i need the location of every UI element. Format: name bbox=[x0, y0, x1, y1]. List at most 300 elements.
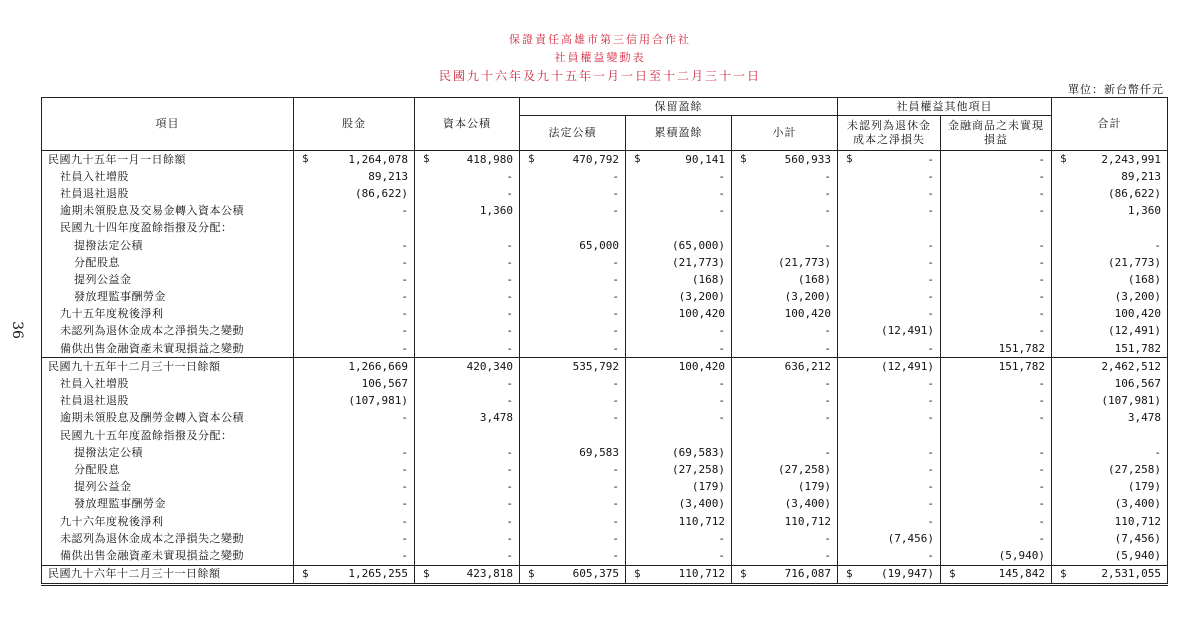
cell-value bbox=[294, 220, 415, 237]
amount: - bbox=[1038, 204, 1046, 218]
cell-value bbox=[1052, 323, 1168, 340]
amount: - bbox=[401, 204, 408, 218]
cell-value bbox=[415, 340, 520, 358]
cell-value bbox=[294, 151, 415, 169]
amount: (179) bbox=[797, 480, 832, 494]
amount: 1,360 bbox=[479, 204, 513, 218]
amount: 1,265,255 bbox=[348, 567, 408, 581]
cell-value bbox=[1052, 444, 1168, 461]
amount: 110,712 bbox=[1114, 514, 1162, 528]
amount: - bbox=[401, 514, 408, 528]
amount: 106,567 bbox=[1114, 377, 1162, 391]
cell-value bbox=[626, 271, 732, 288]
cell-value bbox=[626, 530, 732, 547]
cell-value bbox=[294, 375, 415, 392]
amount: - bbox=[927, 290, 935, 304]
cell-value bbox=[838, 289, 941, 306]
cell-value bbox=[415, 393, 520, 410]
amount: - bbox=[1038, 152, 1046, 166]
amount: (3,400) bbox=[678, 497, 725, 511]
cell-value bbox=[294, 237, 415, 254]
amount: - bbox=[506, 169, 513, 183]
amount: (5,940) bbox=[1114, 548, 1162, 562]
cell-value bbox=[294, 271, 415, 288]
amount: - bbox=[401, 411, 408, 425]
row-label: 提列公益金 bbox=[42, 271, 294, 288]
table-row bbox=[42, 427, 1168, 444]
cell-value bbox=[520, 427, 626, 444]
cell-value bbox=[838, 375, 941, 392]
amount: (107,981) bbox=[1101, 394, 1162, 408]
table-row bbox=[42, 254, 1168, 271]
cell-value bbox=[626, 565, 732, 584]
cell-value bbox=[626, 323, 732, 340]
table-row bbox=[42, 323, 1168, 340]
cell-value bbox=[294, 461, 415, 478]
table-row bbox=[42, 203, 1168, 220]
amount: - bbox=[1038, 411, 1046, 425]
amount: 100,420 bbox=[784, 307, 832, 321]
amount: - bbox=[927, 238, 935, 252]
cell-value bbox=[838, 168, 941, 185]
row-label: 社員入社增股 bbox=[42, 168, 294, 185]
amount: (107,981) bbox=[348, 394, 408, 408]
amount: 100,420 bbox=[678, 307, 725, 321]
cell-value bbox=[941, 203, 1052, 220]
cell-value bbox=[520, 547, 626, 565]
amount: - bbox=[824, 169, 832, 183]
amount: - bbox=[506, 272, 513, 286]
cell-value bbox=[838, 340, 941, 358]
cell-value bbox=[1052, 168, 1168, 185]
amount: - bbox=[1038, 272, 1046, 286]
row-label: 民國九十五年度盈餘指撥及分配： bbox=[42, 427, 294, 444]
amount: - bbox=[927, 272, 935, 286]
row-label: 逾期未領股息及交易金轉入資本公積 bbox=[42, 203, 294, 220]
amount: (21,773) bbox=[778, 255, 832, 269]
amount: (12,491) bbox=[881, 324, 935, 338]
amount: - bbox=[506, 480, 513, 494]
cell-value bbox=[732, 461, 838, 478]
table-row bbox=[42, 168, 1168, 185]
cell-value bbox=[520, 168, 626, 185]
cell-value bbox=[415, 168, 520, 185]
amount: (86,622) bbox=[355, 186, 408, 200]
cell-value bbox=[1052, 271, 1168, 288]
amount: 89,213 bbox=[368, 169, 408, 183]
amount: 2,462,512 bbox=[1101, 359, 1162, 373]
currency-symbol: $ bbox=[423, 152, 430, 165]
cell-value bbox=[415, 254, 520, 271]
table-row bbox=[42, 358, 1168, 376]
amount: - bbox=[927, 152, 935, 166]
amount: - bbox=[1038, 290, 1046, 304]
amount: - bbox=[506, 307, 513, 321]
amount: 110,712 bbox=[678, 514, 725, 528]
cell-value bbox=[1052, 565, 1168, 584]
cell-value bbox=[626, 496, 732, 513]
amount: (5,940) bbox=[998, 548, 1046, 562]
currency-symbol: $ bbox=[634, 152, 641, 165]
amount: - bbox=[612, 272, 619, 286]
amount: 2,531,055 bbox=[1101, 567, 1162, 581]
statement-period: 民國九十六年及九十五年一月一日至十二月三十一日 bbox=[438, 69, 761, 83]
cell-value bbox=[626, 254, 732, 271]
table-row bbox=[42, 530, 1168, 547]
amount: - bbox=[1038, 394, 1046, 408]
amount: 423,818 bbox=[466, 567, 513, 581]
cell-value bbox=[626, 151, 732, 169]
cell-value bbox=[1052, 547, 1168, 565]
amount: - bbox=[506, 186, 513, 200]
amount: 100,420 bbox=[1114, 307, 1162, 321]
cell-value bbox=[838, 393, 941, 410]
cell-value bbox=[941, 427, 1052, 444]
cell-value bbox=[732, 410, 838, 427]
amount: - bbox=[506, 548, 513, 562]
cell-value bbox=[941, 410, 1052, 427]
amount: - bbox=[401, 462, 408, 476]
cell-value bbox=[732, 323, 838, 340]
amount: - bbox=[927, 377, 935, 391]
currency-symbol: $ bbox=[846, 566, 853, 580]
row-label: 分配股息 bbox=[42, 254, 294, 271]
amount: 3,478 bbox=[1127, 411, 1162, 425]
row-label: 備供出售金融資產未實現損益之變動 bbox=[42, 340, 294, 358]
amount: 89,213 bbox=[1121, 169, 1162, 183]
table-row bbox=[42, 237, 1168, 254]
cell-value bbox=[520, 237, 626, 254]
amount: - bbox=[718, 394, 725, 408]
amount: - bbox=[612, 514, 619, 528]
cell-value bbox=[294, 185, 415, 202]
cell-value bbox=[1052, 306, 1168, 323]
cell-value bbox=[941, 375, 1052, 392]
cell-value bbox=[520, 513, 626, 530]
cell-value bbox=[294, 254, 415, 271]
cell-value bbox=[941, 513, 1052, 530]
amount: - bbox=[506, 255, 513, 269]
cell-value bbox=[732, 151, 838, 169]
cell-value bbox=[626, 479, 732, 496]
cell-value bbox=[520, 444, 626, 461]
cell-value bbox=[520, 151, 626, 169]
amount: - bbox=[401, 290, 408, 304]
cell-value bbox=[838, 237, 941, 254]
cell-value bbox=[294, 530, 415, 547]
amount: - bbox=[1154, 238, 1162, 252]
cell-value bbox=[838, 185, 941, 202]
cell-value bbox=[294, 358, 415, 376]
amount: 1,264,078 bbox=[348, 152, 408, 166]
amount: - bbox=[824, 531, 832, 545]
cell-value bbox=[732, 565, 838, 584]
amount: 145,842 bbox=[998, 567, 1046, 581]
cell-value bbox=[838, 496, 941, 513]
cell-value bbox=[941, 254, 1052, 271]
currency-symbol: $ bbox=[1060, 566, 1067, 580]
table-row bbox=[42, 306, 1168, 323]
table-row bbox=[42, 479, 1168, 496]
amount: - bbox=[718, 548, 725, 562]
amount: - bbox=[1038, 377, 1046, 391]
cell-value bbox=[626, 410, 732, 427]
cell-value bbox=[941, 323, 1052, 340]
cell-value bbox=[732, 220, 838, 237]
cell-value bbox=[732, 185, 838, 202]
amount: - bbox=[506, 290, 513, 304]
cell-value bbox=[732, 340, 838, 358]
amount: - bbox=[506, 531, 513, 545]
cell-value bbox=[294, 410, 415, 427]
amount: - bbox=[824, 394, 832, 408]
amount: (27,258) bbox=[1108, 462, 1162, 476]
amount: - bbox=[401, 341, 408, 355]
cell-value bbox=[838, 358, 941, 376]
cell-value bbox=[732, 237, 838, 254]
cell-value bbox=[941, 185, 1052, 202]
amount: - bbox=[612, 394, 619, 408]
cell-value bbox=[294, 565, 415, 584]
cell-value bbox=[626, 203, 732, 220]
cell-value bbox=[1052, 427, 1168, 444]
amount: 151,782 bbox=[998, 341, 1046, 355]
amount: - bbox=[824, 548, 832, 562]
cell-value bbox=[520, 185, 626, 202]
cell-value bbox=[415, 289, 520, 306]
cell-value bbox=[520, 479, 626, 496]
cell-value bbox=[838, 306, 941, 323]
row-label: 發放理監事酬勞金 bbox=[42, 289, 294, 306]
cell-value bbox=[1052, 220, 1168, 237]
cell-value bbox=[838, 461, 941, 478]
amount: 90,141 bbox=[685, 152, 725, 166]
amount: - bbox=[718, 377, 725, 391]
cell-value bbox=[294, 323, 415, 340]
cell-value bbox=[520, 393, 626, 410]
amount: 3,478 bbox=[479, 411, 513, 425]
amount: 535,792 bbox=[572, 359, 619, 373]
amount: 65,000 bbox=[579, 238, 619, 252]
cell-value bbox=[1052, 375, 1168, 392]
amount: - bbox=[612, 377, 619, 391]
amount: - bbox=[1038, 514, 1046, 528]
amount: (86,622) bbox=[1108, 186, 1162, 200]
cell-value bbox=[838, 565, 941, 584]
amount: 470,792 bbox=[572, 152, 619, 166]
cell-value bbox=[1052, 513, 1168, 530]
page-number: 36 bbox=[8, 321, 25, 339]
currency-symbol: $ bbox=[528, 152, 535, 165]
cell-value bbox=[294, 289, 415, 306]
cell-value bbox=[626, 306, 732, 323]
cell-value bbox=[520, 220, 626, 237]
amount: - bbox=[1038, 169, 1046, 183]
amount: - bbox=[927, 411, 935, 425]
cell-value bbox=[520, 358, 626, 376]
amount: (3,400) bbox=[784, 497, 832, 511]
cell-value bbox=[415, 496, 520, 513]
amount: - bbox=[1038, 480, 1046, 494]
amount: - bbox=[612, 531, 619, 545]
col-group-retained: 保留盈餘 bbox=[520, 98, 838, 116]
row-label: 民國九十四年度盈餘指撥及分配： bbox=[42, 220, 294, 237]
amount: - bbox=[506, 514, 513, 528]
row-label: 社員退社退股 bbox=[42, 185, 294, 202]
cell-value bbox=[1052, 496, 1168, 513]
amount: - bbox=[401, 255, 408, 269]
cell-value bbox=[941, 547, 1052, 565]
amount: 605,375 bbox=[572, 567, 619, 581]
cell-value bbox=[626, 358, 732, 376]
amount: (3,200) bbox=[1114, 290, 1162, 304]
cell-value bbox=[415, 547, 520, 565]
amount: - bbox=[401, 480, 408, 494]
amount: - bbox=[401, 324, 408, 338]
cell-value bbox=[415, 358, 520, 376]
amount: - bbox=[718, 531, 725, 545]
cell-value bbox=[732, 289, 838, 306]
amount: 560,933 bbox=[784, 152, 832, 166]
amount: - bbox=[824, 445, 832, 459]
amount: - bbox=[612, 204, 619, 218]
cell-value bbox=[626, 513, 732, 530]
amount: - bbox=[824, 324, 832, 338]
cell-value bbox=[1052, 289, 1168, 306]
amount: - bbox=[718, 169, 725, 183]
cell-value bbox=[415, 203, 520, 220]
amount: 418,980 bbox=[466, 152, 513, 166]
amount: - bbox=[1038, 307, 1046, 321]
cell-value bbox=[1052, 254, 1168, 271]
amount: - bbox=[612, 324, 619, 338]
cell-value bbox=[838, 547, 941, 565]
currency-symbol: $ bbox=[740, 152, 747, 165]
table-body bbox=[42, 151, 1168, 585]
col-subtotal: 小計 bbox=[732, 116, 838, 151]
cell-value bbox=[294, 393, 415, 410]
amount: (21,773) bbox=[1108, 255, 1162, 269]
amount: - bbox=[927, 186, 935, 200]
cell-value bbox=[838, 220, 941, 237]
amount: - bbox=[401, 307, 408, 321]
amount: 1,360 bbox=[1127, 204, 1162, 218]
cell-value bbox=[838, 323, 941, 340]
cell-value bbox=[1052, 237, 1168, 254]
row-label: 提撥法定公積 bbox=[42, 237, 294, 254]
cell-value bbox=[415, 151, 520, 169]
amount: - bbox=[506, 394, 513, 408]
amount: - bbox=[1038, 238, 1046, 252]
amount: - bbox=[1038, 531, 1046, 545]
amount: - bbox=[612, 462, 619, 476]
amount: - bbox=[401, 497, 408, 511]
cell-value bbox=[838, 444, 941, 461]
cell-value bbox=[838, 530, 941, 547]
amount: - bbox=[927, 480, 935, 494]
amount: - bbox=[927, 394, 935, 408]
row-label: 提列公益金 bbox=[42, 479, 294, 496]
cell-value bbox=[626, 393, 732, 410]
amount: (19,947) bbox=[881, 567, 935, 581]
cell-value bbox=[732, 444, 838, 461]
amount: (168) bbox=[797, 272, 832, 286]
cell-value bbox=[732, 479, 838, 496]
amount: - bbox=[824, 411, 832, 425]
table-row bbox=[42, 565, 1168, 584]
cell-value bbox=[294, 340, 415, 358]
cell-value bbox=[1052, 410, 1168, 427]
cell-value bbox=[415, 323, 520, 340]
amount: 151,782 bbox=[1114, 341, 1162, 355]
amount: - bbox=[1154, 445, 1162, 459]
cell-value bbox=[415, 271, 520, 288]
cell-value bbox=[415, 410, 520, 427]
row-label: 民國九十五年十二月三十一日餘額 bbox=[42, 358, 294, 376]
cell-value bbox=[1052, 340, 1168, 358]
amount: (179) bbox=[691, 480, 725, 494]
cell-value bbox=[941, 289, 1052, 306]
amount: - bbox=[927, 341, 935, 355]
cell-value bbox=[732, 203, 838, 220]
cell-value bbox=[732, 496, 838, 513]
cell-value bbox=[1052, 185, 1168, 202]
currency-symbol: $ bbox=[302, 566, 309, 580]
amount: - bbox=[506, 377, 513, 391]
currency-symbol: $ bbox=[423, 566, 430, 580]
cell-value bbox=[626, 427, 732, 444]
amount: - bbox=[824, 186, 832, 200]
cell-value bbox=[520, 496, 626, 513]
amount: - bbox=[401, 531, 408, 545]
amount: (179) bbox=[1127, 480, 1162, 494]
amount: (27,258) bbox=[778, 462, 832, 476]
amount: - bbox=[718, 341, 725, 355]
amount: - bbox=[824, 204, 832, 218]
cell-value bbox=[732, 254, 838, 271]
cell-value bbox=[294, 168, 415, 185]
amount: - bbox=[1038, 324, 1046, 338]
table-row bbox=[42, 496, 1168, 513]
table-row bbox=[42, 375, 1168, 392]
cell-value bbox=[1052, 358, 1168, 376]
amount: (12,491) bbox=[881, 359, 935, 373]
table-row bbox=[42, 151, 1168, 169]
amount: (3,400) bbox=[1114, 497, 1162, 511]
amount: - bbox=[401, 238, 408, 252]
amount: (168) bbox=[691, 272, 725, 286]
col-legal-reserve: 法定公積 bbox=[520, 116, 626, 151]
amount: - bbox=[824, 377, 832, 391]
amount: - bbox=[401, 445, 408, 459]
amount: - bbox=[401, 548, 408, 562]
amount: 151,782 bbox=[998, 359, 1046, 373]
amount: - bbox=[506, 445, 513, 459]
cell-value bbox=[941, 151, 1052, 169]
cell-value bbox=[520, 323, 626, 340]
amount: 420,340 bbox=[466, 359, 513, 373]
amount: (69,583) bbox=[672, 445, 725, 459]
amount: 636,212 bbox=[784, 359, 832, 373]
amount: 110,712 bbox=[784, 514, 832, 528]
cell-value bbox=[415, 479, 520, 496]
cell-value bbox=[520, 254, 626, 271]
company-name: 保證責任高雄市第三信用合作社 bbox=[509, 33, 691, 46]
table-row bbox=[42, 547, 1168, 565]
cell-value bbox=[838, 410, 941, 427]
amount: - bbox=[506, 462, 513, 476]
amount: - bbox=[927, 514, 935, 528]
